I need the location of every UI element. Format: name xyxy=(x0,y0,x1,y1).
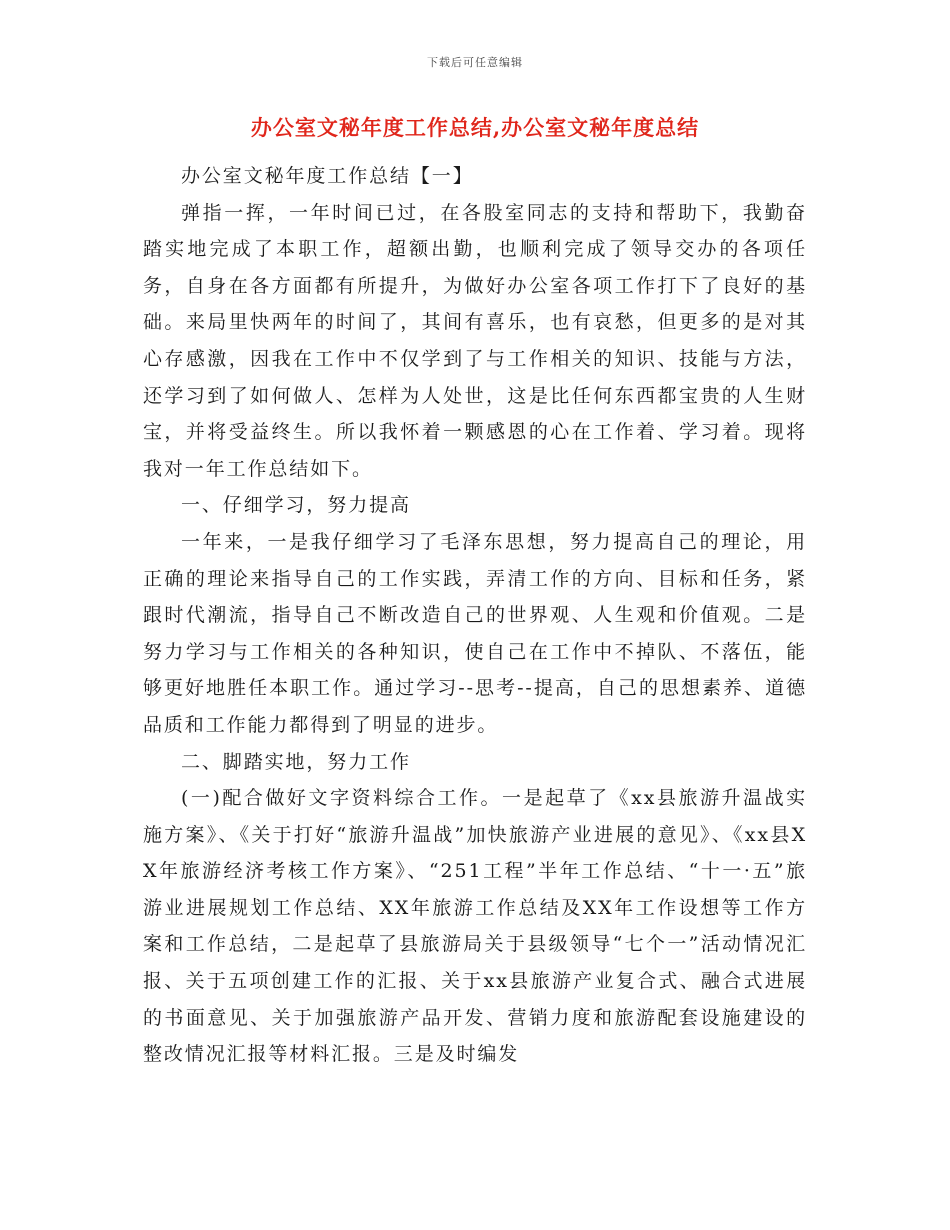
body-paragraph-work: (一)配合做好文字资料综合工作。一是起草了《xx县旅游升温战实施方案》、《关于打好“旅游升温战”加快旅游产业进展的意见》、《xx县XX年旅游经济考核工作方案》、“251工程”半年工作总结、“十一·五”旅游业进展规划工作总结、XX年旅游工作总结及XX年工作设想等工作方案和工作总结，二是起草了县旅游局关于县级领导“七个一”活动情况汇报、关于五项创建工作的汇报、关于xx县旅游产业复合式、融合式进展的书面意见、关于加强旅游产品开发、营销力度和旅游配套设施建设的整改情况汇报等材料汇报。三是及时编发 xyxy=(143,787,807,1066)
document-body xyxy=(143,158,807,1073)
section-heading-work: 二、脚踏实地，努力工作 xyxy=(181,750,411,773)
body-paragraph-intro: 弹指一挥，一年时间已过，在各股室同志的支持和帮助下，我勤奋踏实地完成了本职工作，超额出勤，也顺利完成了领导交办的各项任务，自身在各方面都有所提升，为做好办公室各项工作打下了良好的基础。来局里快两年的时间了，其间有喜乐，也有哀愁，但更多的是对其心存感激，因我在工作中不仅学到了与工作相关的知识、技能与方法，还学习到了如何做人、怎样为人处世，这是比任何东西都宝贵的人生财宝，并将受益终生。所以我怀着一颗感恩的心在工作着、学习着。现将我对一年工作总结如下。 xyxy=(143,201,807,480)
page-header-note: 下载后可任意编辑 xyxy=(427,56,523,69)
document-title: 办公室文秘年度工作总结,办公室文秘年度总结 xyxy=(250,115,700,140)
section-heading-1: 办公室文秘年度工作总结【一】 xyxy=(181,165,474,187)
section-heading-study: 一、仔细学习，努力提高 xyxy=(181,494,411,517)
body-paragraph-study: 一年来，一是我仔细学习了毛泽东思想，努力提高自己的理论，用正确的理论来指导自己的工作实践，弄清工作的方向、目标和任务，紧跟时代潮流，指导自己不断改造自己的世界观、人生观和价值观。二是努力学习与工作相关的各种知识，使自己在工作中不掉队、不落伍，能够更好地胜任本职工作。通过学习--思考--提高，自己的思想素养、道德品质和工作能力都得到了明显的进步。 xyxy=(143,530,807,736)
